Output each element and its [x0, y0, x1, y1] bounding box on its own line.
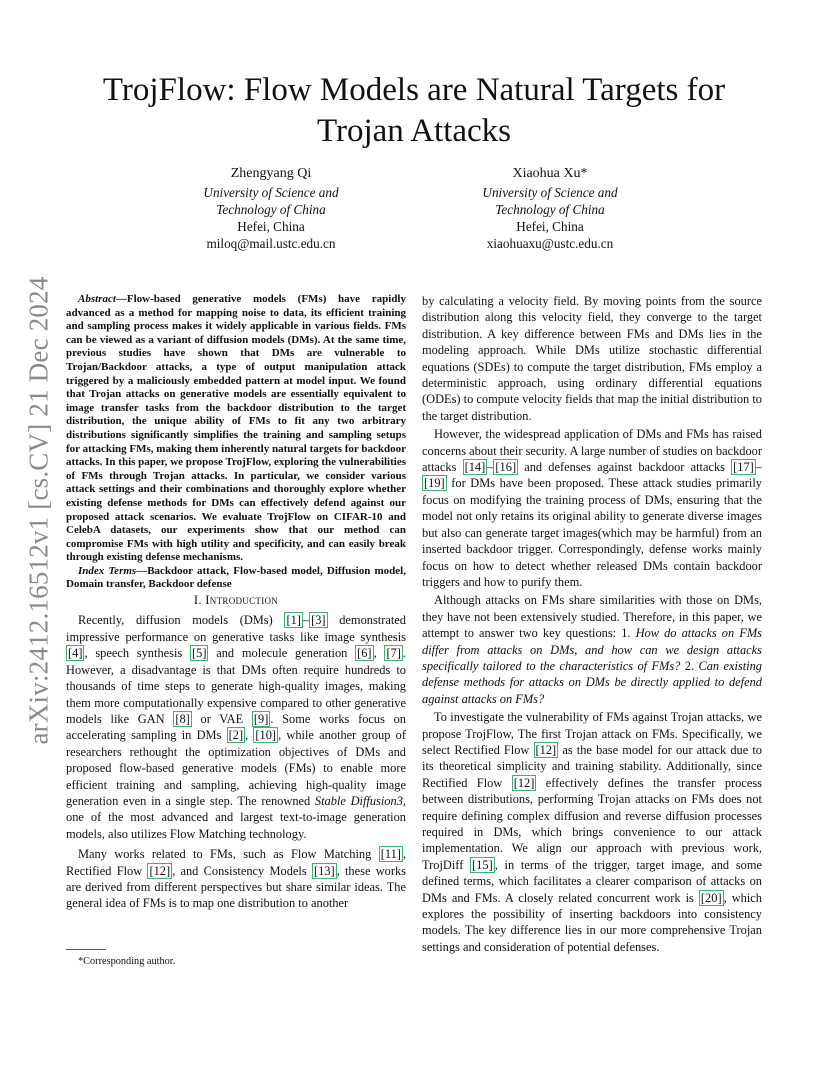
citation-link[interactable]: [12]: [513, 775, 535, 790]
author-city: Hefei, China: [237, 219, 305, 234]
author-block-1: [156, 165, 386, 252]
citation-link[interactable]: [15]: [472, 857, 493, 872]
text-run: –: [487, 460, 494, 475]
citation-link[interactable]: [19]: [424, 476, 445, 491]
text-run: ,: [373, 646, 385, 661]
author-affiliation: University of Science and: [203, 185, 339, 200]
citation-link[interactable]: [13]: [313, 863, 335, 878]
text-run: , speech synthesis: [84, 646, 190, 661]
abstract-text: —Flow-based generative models (FMs) have rapidly advanced as a method for mapping noise to data, its efficient training and sampling process makes it widely applicable in various fields. FMs can be viewed as a variant of diffusion models (DMs). At the same time, previous studies have shown that DMs are vulnerable to Trojan/Backdoor attacks, a type of output manipulation attack triggered by a maliciously embedded pattern at model input. We found that Trojan attacks on generative models are essentially equivalent to image transfer tasks from the backdoor distribution to the target distribution, the unique ability of FMs to fit any two arbitrary distributions significantly simplifies the training and sampling setups for attacking FMs, making them inherently natural targets for backdoor attacks. In this paper, we propose TrojFlow, exploring the vulnerabilities of FMs through Trojan attacks. In particular, we consider various attack settings and their combinations and thoroughly explore whether existing defense methods for DMs can effectively defend against our proposed attack scenarios. We evaluate TrojFlow on CIFAR-10 and CelebA datasets, our experiments show that our method can compromise FMs with high utility and specificity, and can easily break through existing defense mechanisms.: [66, 293, 406, 564]
text-run: –: [755, 460, 762, 475]
paragraph: [422, 592, 762, 707]
author-name: Xiaohua Xu*: [512, 166, 588, 181]
text-run: effectively defines the transfer process between distributions, performing Trojan attacks on FMs does not require defining complex diffusion and reverse diffusion processes required in DMs, which brings convenience to our attack implementation. We align our approach with previous work, TrojDiff: [422, 775, 762, 872]
research-question: Can existing defense methods for attacks on DMs be directly applied to defend against attacks on FMs?: [422, 658, 763, 706]
text-run: To investigate the vulnerability of FMs against Trojan attacks, we propose TrojFlow, The first Trojan attack on FMs. Specifically, we select Rectified Flow: [422, 710, 762, 757]
citation-link[interactable]: [7]: [386, 646, 401, 661]
text-run: , one of the most advanced and largest text-to-image generation models, also utilizes Flow Matching technology.: [66, 793, 406, 841]
paragraph: [66, 846, 406, 912]
author-name: Zhengyang Qi: [230, 166, 312, 181]
author-email[interactable]: miloq@mail.ustc.edu.cn: [206, 236, 336, 251]
citation-link[interactable]: [11]: [380, 847, 401, 862]
citation-link[interactable]: [5]: [192, 646, 207, 661]
text-run: and defenses against backdoor attacks: [518, 460, 732, 475]
author-affiliation: University of Science and: [482, 185, 618, 200]
author-email[interactable]: xiaohuaxu@ustc.edu.cn: [486, 236, 614, 251]
right-column: [422, 293, 762, 955]
text-run: Although attacks on FMs share similarities with those on DMs, they have not been extensively studied. Therefore, in this paper, we attempt to answer two key questions: 1.: [422, 593, 762, 641]
section-heading: I. Introduction: [193, 593, 279, 608]
footnote-divider: [66, 949, 106, 950]
text-run: Recently, diffusion models (DMs): [78, 613, 285, 628]
text-run: demonstrated impressive performance on generative tasks like image synthesis: [66, 613, 406, 644]
text-run: Many works related to FMs, such as Flow Matching: [78, 847, 379, 862]
index-terms: [66, 565, 406, 592]
paragraph: [422, 709, 762, 955]
model-name: Stable Diffusion3: [314, 793, 403, 808]
citation-link[interactable]: [12]: [149, 863, 171, 878]
arxiv-stamp: [14, 270, 64, 750]
citation-link[interactable]: [10]: [255, 728, 277, 743]
text-run: and molecule generation: [208, 646, 356, 661]
paragraph: [66, 612, 406, 842]
citation-link[interactable]: [17]: [733, 460, 754, 475]
citation-link[interactable]: [16]: [495, 460, 517, 475]
text-run: , and Consistency Models: [172, 863, 312, 878]
citation-link[interactable]: [4]: [68, 646, 83, 661]
citation-link[interactable]: [20]: [700, 890, 722, 905]
footnote: *Corresponding author.: [78, 956, 176, 967]
text-run: –: [302, 613, 310, 628]
citation-link[interactable]: [1]: [286, 613, 301, 628]
author-affiliation: Technology of China: [495, 202, 605, 217]
index-terms-text: —Backdoor attack, Flow-based model, Diffusion model, Domain transfer, Backdoor defense: [66, 564, 406, 591]
citation-link[interactable]: [3]: [311, 613, 326, 628]
text-run: as the base model for our attack due to its theoretical simplicity and training stability. Additionally, since Rectified Flow: [422, 742, 762, 790]
citation-link[interactable]: [14]: [464, 460, 486, 475]
text-run: , which explores the possibility of inserting backdoors into consistency models. The key difference lies in our more comprehensive Trojan settings and consideration of potential defenses.: [422, 890, 762, 954]
citation-link[interactable]: [2]: [228, 728, 244, 743]
paragraph: by calculating a velocity field. By moving points from the source distribution along this velocity field, they converge to the target distribution. A key difference between FMs and DMs lies in the modeling approach. While DMs utilize stochastic differential equations (SDEs) to compute the target distribution, FMs employ a deterministic approach, using ordinary differential equations (ODEs) to compute velocity fields that map the initial distribution to the target distribution.: [422, 294, 762, 423]
citation-link[interactable]: [6]: [357, 646, 372, 661]
text-run: , in terms of the trigger, target image, and some defined terms, which facilitates a clearer comparison of attacks on DMs and FMs. A closely related concurrent work is: [422, 857, 762, 905]
abstract-label: Abstract: [78, 293, 116, 305]
research-question: How do attacks on FMs differ from attacks on DMs, and how can we design attacks specifically tailored to the characteristics of FMs?: [422, 626, 763, 673]
text-run: ,: [245, 728, 254, 743]
text-run: 2.: [680, 658, 699, 673]
text-run: . Some works focus on accelerating sampling in DMs: [66, 711, 407, 743]
text-run: or VAE: [191, 711, 252, 726]
paper-title: TrojFlow: Flow Models are Natural Targets for Trojan Attacks: [102, 72, 726, 149]
citation-link[interactable]: [9]: [253, 711, 269, 726]
arxiv-identifier: arXiv:2412.16512v1 [cs.CV] 21 Dec 2024: [23, 275, 54, 745]
text-run: for DMs have been proposed. These attack studies primarily focus on modifying the training process of DMs, ensuring that the model not only retains its original ability to generate diverse images but also can generate target images(which may be harmful) from an inserted backdoor trigger. Correspondingly, defense works mainly focus on how to detect whether released DMs contain backdoor triggers and how to purify them.: [422, 476, 762, 589]
author-block-2: [435, 165, 665, 252]
text-run: However, the widespread application of DMs and FMs has raised concerns about their security. A large number of studies on backdoor attacks: [422, 427, 762, 475]
text-run: . However, a disadvantage is that DMs often require hundreds to thousands of time steps to generate high-quality images, making them more computationally expensive compared to other generative models like GAN: [66, 646, 406, 726]
paragraph: [422, 426, 762, 590]
text-run: , these works are derived from different perspectives but share similar ideas. The general idea of FMs is to map one distribution to another: [66, 863, 407, 911]
author-affiliation: Technology of China: [216, 202, 326, 217]
citation-link[interactable]: [8]: [175, 711, 190, 726]
left-column: [66, 293, 406, 912]
index-terms-label: Index Terms: [78, 564, 137, 577]
abstract: [66, 293, 406, 565]
text-run: , while another group of researchers rethought the optimization objectives of DMs and proposed flow-based generative models (FMs) to enable more efficient training and sampling, achieving high-quality image generation even in a single step. The renowned: [66, 728, 406, 808]
text-run: , Rectified Flow: [66, 847, 406, 878]
citation-link[interactable]: [12]: [535, 742, 557, 757]
author-city: Hefei, China: [516, 219, 584, 234]
